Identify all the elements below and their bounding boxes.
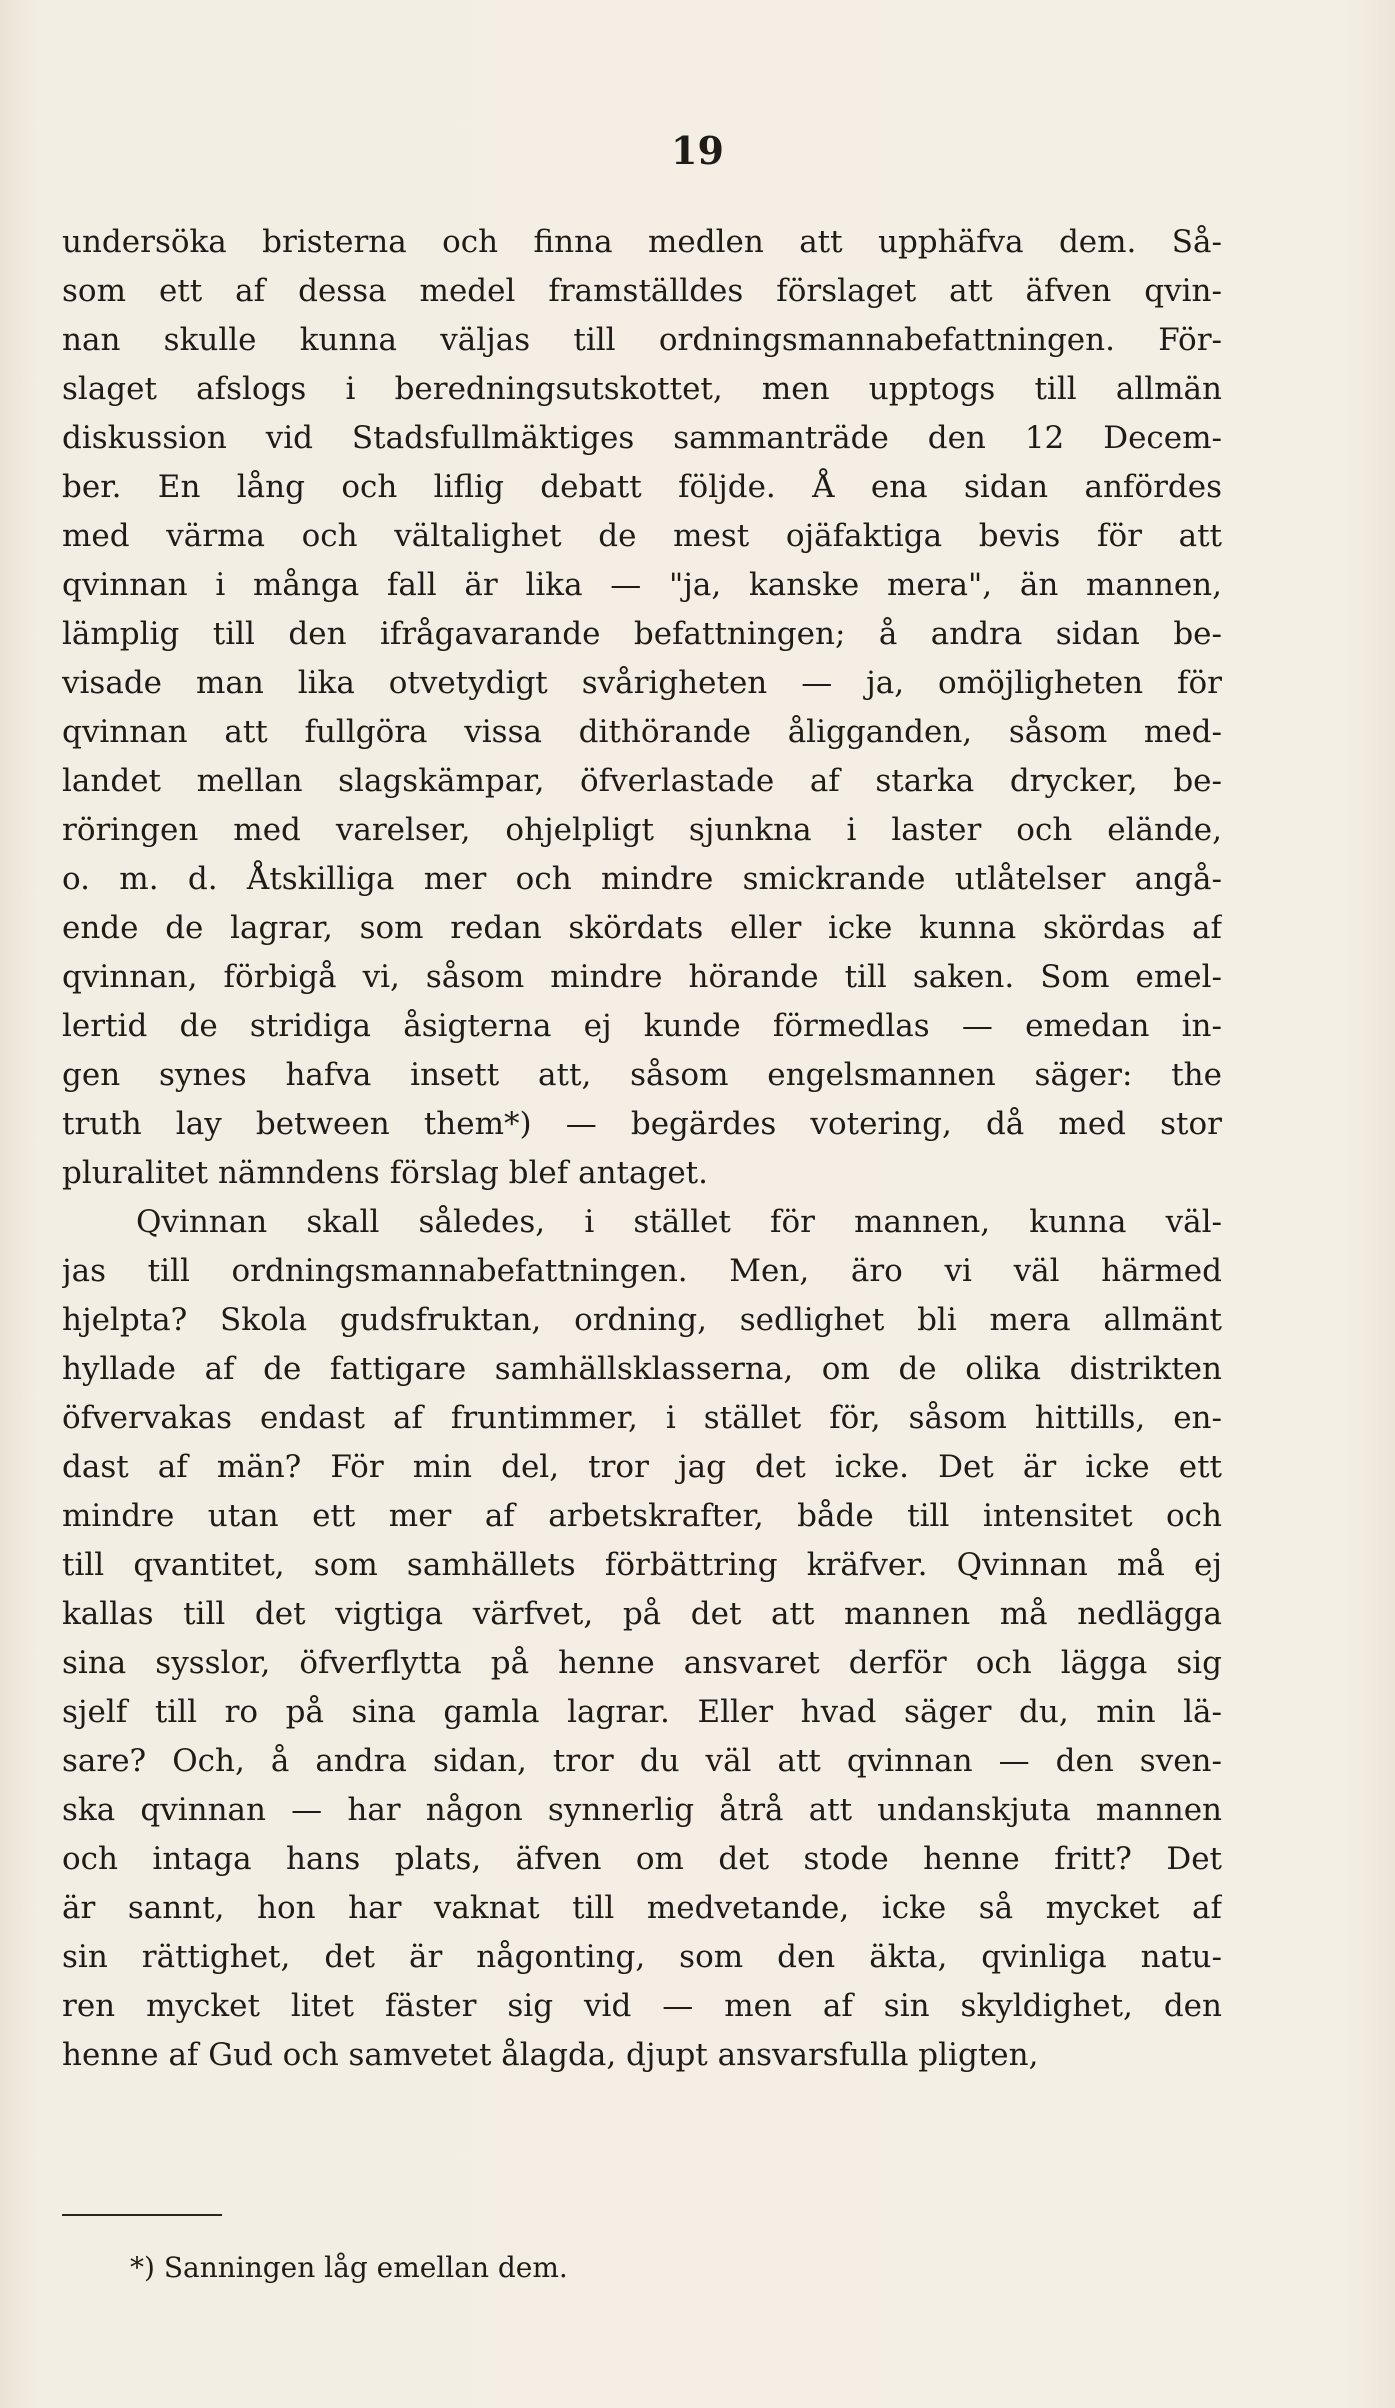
text-line: ska qvinnan — har någon synnerlig åtrå att undanskjuta mannen [62,1792,1222,1828]
text-line: hjelpta? Skola gudsfruktan, ordning, sedlighet bli mera allmänt [62,1302,1222,1338]
text-line: sin rättighet, det är någonting, som den äkta, qvinliga natu- [62,1939,1222,1975]
text-line: ende de lagrar, som redan skördats eller icke kunna skördas af [62,910,1222,946]
text-line: med värma och vältalighet de mest ojäfaktiga bevis för att [62,518,1222,554]
text-line: qvinnan att fullgöra vissa dithörande åligganden, såsom med- [62,714,1222,750]
text-line: qvinnan, förbigå vi, såsom mindre hörande till saken. Som emel- [62,959,1222,995]
text-line: Qvinnan skall således, i stället för mannen, kunna väl- [136,1204,1222,1240]
text-line: truth lay between them*) — begärdes votering, då med stor [62,1106,1222,1142]
text-line: nan skulle kunna väljas till ordningsmannabefattningen. För- [62,322,1222,358]
text-line: jas till ordningsmannabefattningen. Men, äro vi väl härmed [62,1253,1222,1289]
text-line: ber. En lång och liflig debatt följde. Å ena sidan anfördes [62,469,1222,505]
text-line: sina sysslor, öfverflytta på henne ansvaret derför och lägga sig [62,1645,1222,1681]
text-line: öfvervakas endast af fruntimmer, i stället för, såsom hittills, en- [62,1400,1222,1436]
text-line: slaget afslogs i beredningsutskottet, men upptogs till allmän [62,371,1222,407]
text-line: mindre utan ett mer af arbetskrafter, både till intensitet och [62,1498,1222,1534]
text-line: pluralitet nämndens förslag blef antaget. [62,1155,708,1191]
text-line: till qvantitet, som samhällets förbättring kräfver. Qvinnan må ej [62,1547,1222,1583]
text-line: henne af Gud och samvetet ålagda, djupt ansvarsfulla pligten, [62,2037,1039,2073]
text-line: landet mellan slagskämpar, öfverlastade af starka drycker, be- [62,763,1222,799]
text-line: gen synes hafva insett att, såsom engelsmannen säger: the [62,1057,1222,1093]
text-line: o. m. d. Åtskilliga mer och mindre smickrande utlåtelser angå- [62,861,1222,897]
text-line: kallas till det vigtiga värfvet, på det att mannen må nedlägga [62,1596,1222,1632]
text-line: och intaga hans plats, äfven om det stode henne fritt? Det [62,1841,1222,1877]
text-line: lertid de stridiga åsigterna ej kunde förmedlas — emedan in- [62,1008,1222,1044]
text-line: dast af män? För min del, tror jag det icke. Det är icke ett [62,1449,1222,1485]
text-line: qvinnan i många fall är lika — "ja, kanske mera", än mannen, [62,567,1222,603]
text-line: ren mycket litet fäster sig vid — men af sin skyldighet, den [62,1988,1222,2024]
text-line: sjelf till ro på sina gamla lagrar. Eller hvad säger du, min lä- [62,1694,1222,1730]
text-line: lämplig till den ifrågavarande befattningen; å andra sidan be- [62,616,1222,652]
text-line: sare? Och, å andra sidan, tror du väl att qvinnan — den sven- [62,1743,1222,1779]
text-line: undersöka bristerna och finna medlen att upphäfva dem. Så- [62,224,1222,260]
text-line: är sannt, hon har vaknat till medvetande, icke så mycket af [62,1890,1222,1926]
text-line: som ett af dessa medel framställdes förslaget att äfven qvin- [62,273,1222,309]
text-line: diskussion vid Stadsfullmäktiges sammanträde den 12 Decem- [62,420,1222,456]
page-number: 19 [671,128,724,173]
text-line: visade man lika otvetydigt svårigheten — ja, omöjligheten för [62,665,1222,701]
body-text [62,218,1222,2080]
footnote: *) Sanningen låg emellan dem. [130,2251,568,2284]
text-line: röringen med varelser, ohjelpligt sjunkna i laster och elände, [62,812,1222,848]
text-line: hyllade af de fattigare samhällsklasserna, om de olika distrikten [62,1351,1222,1387]
footnote-rule [62,2214,222,2216]
